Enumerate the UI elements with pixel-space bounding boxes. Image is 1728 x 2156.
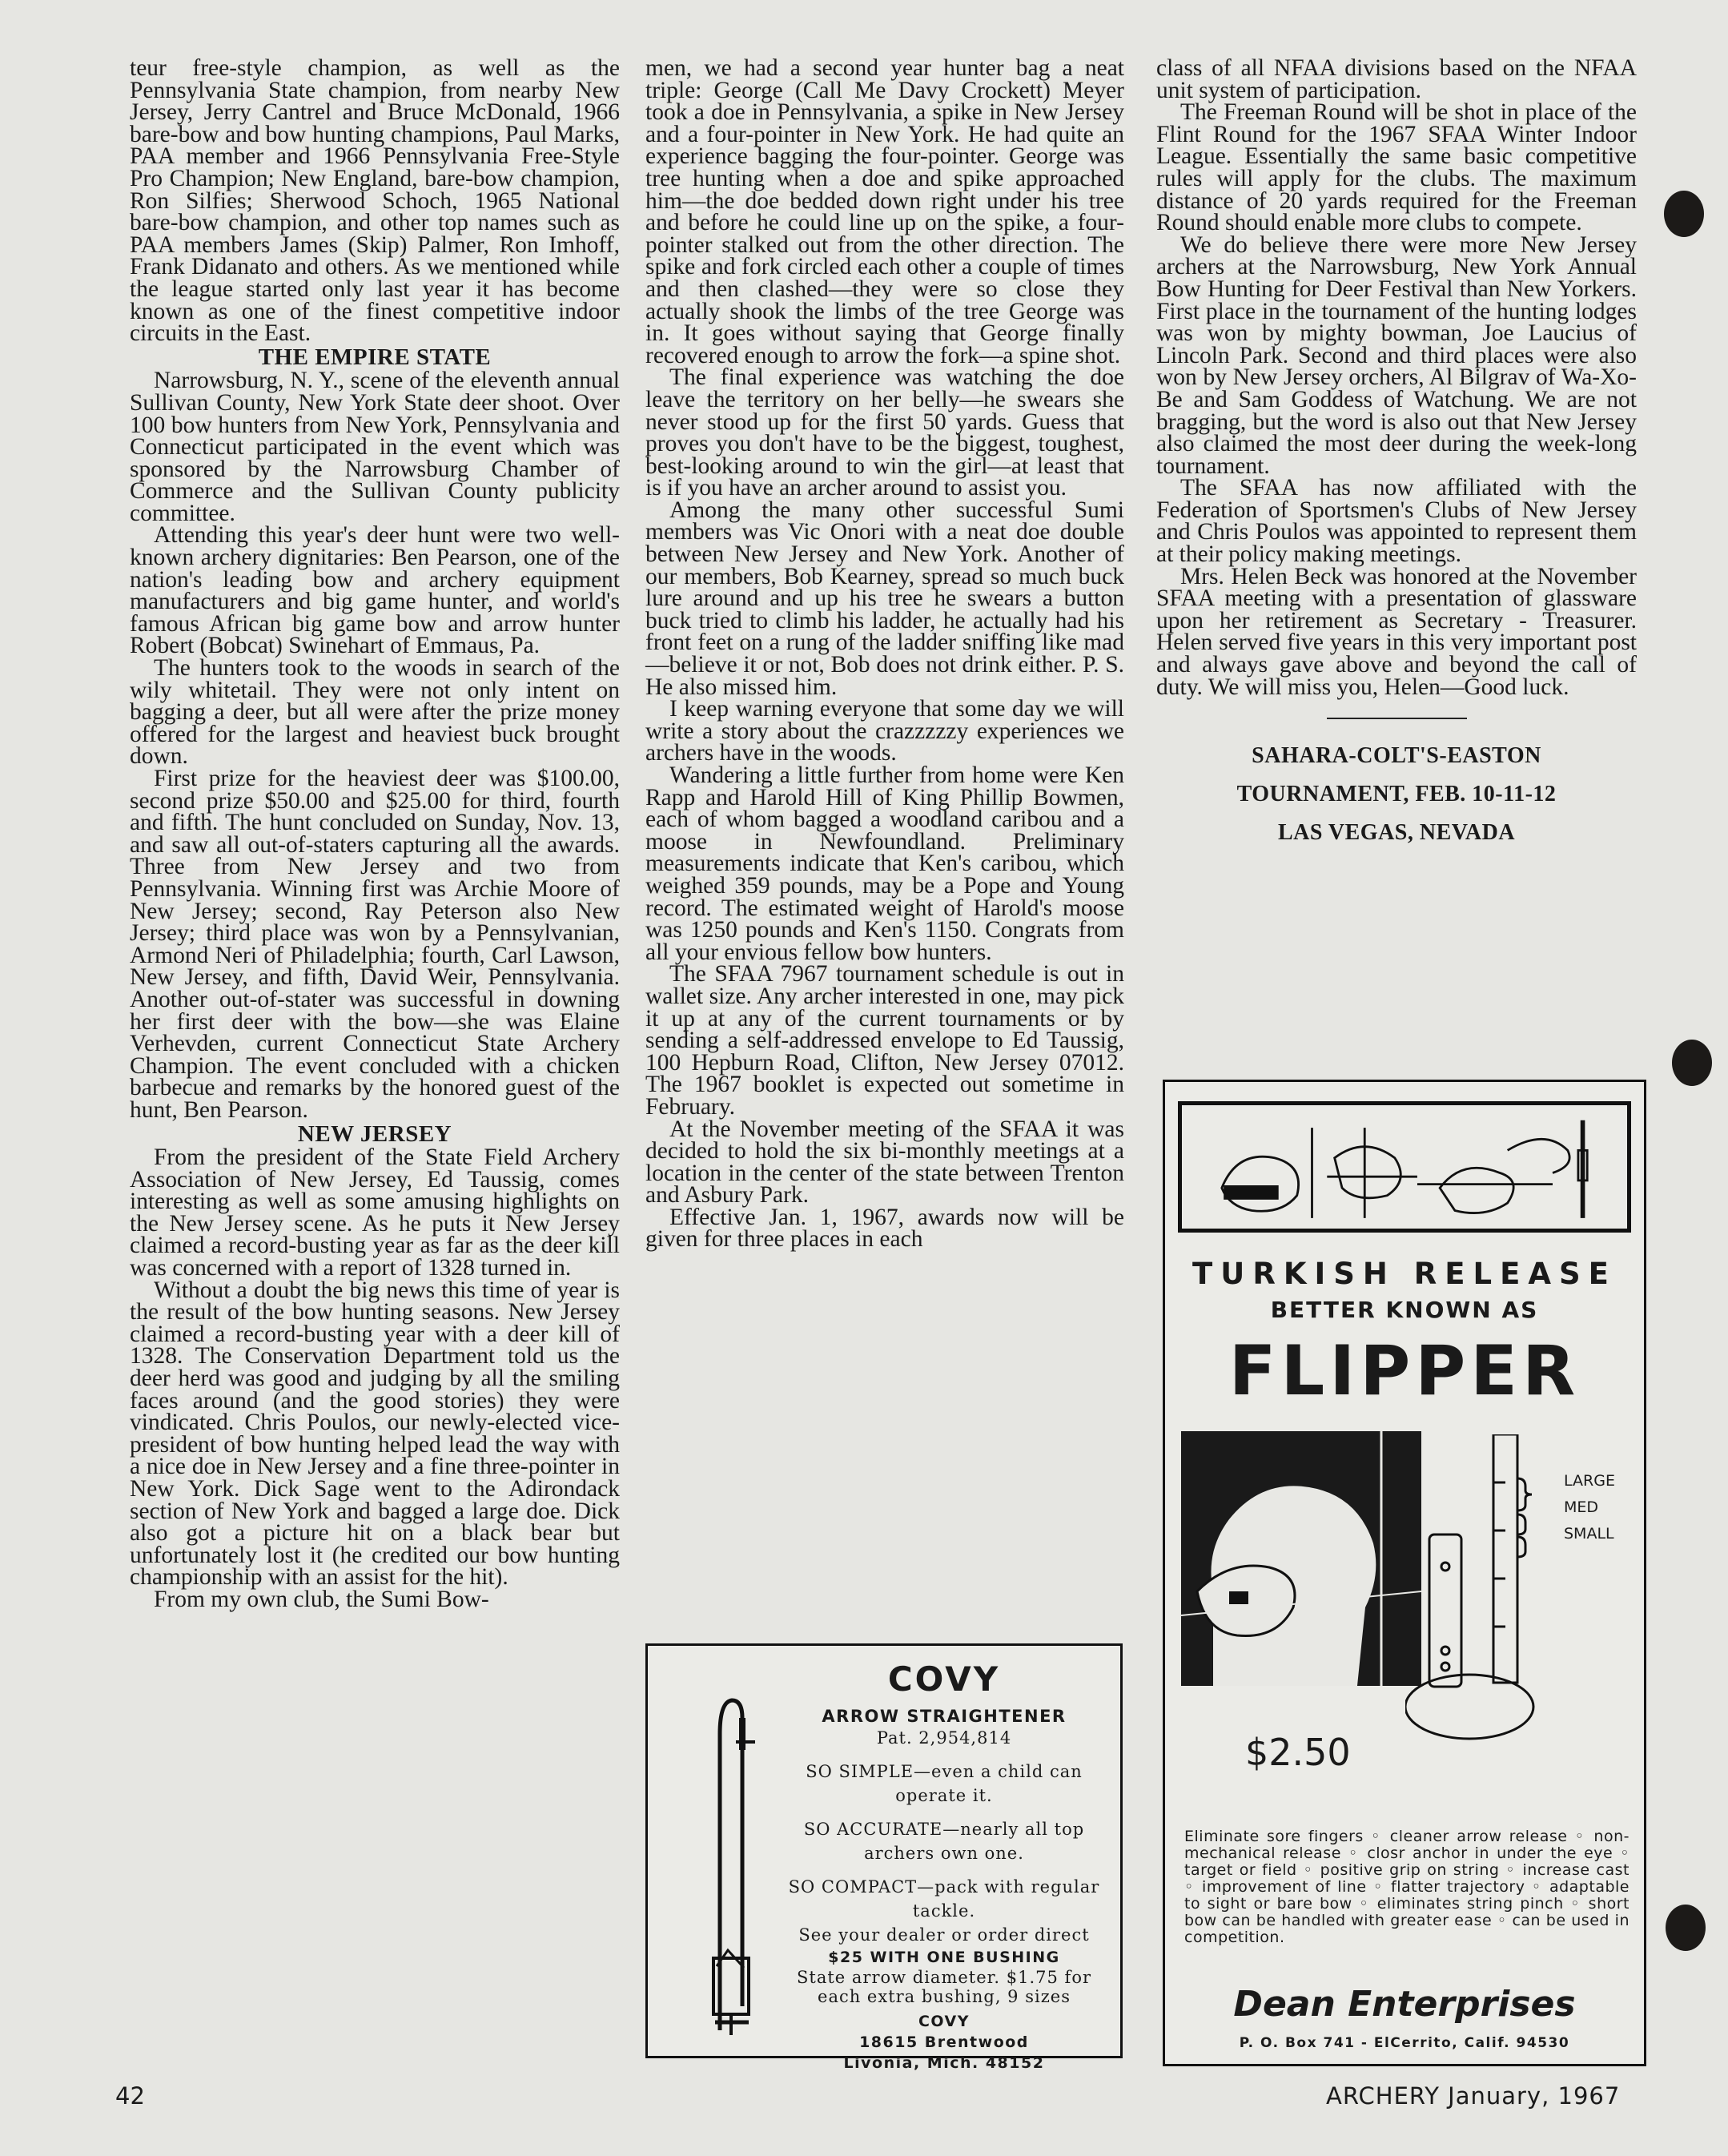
section-heading: NEW JERSEY (297, 1120, 452, 1147)
ad-note: State arrow diameter. $1.75 for each extra bushing, 9 sizes (797, 1968, 1091, 2006)
punch-hole (1672, 1040, 1712, 1086)
ad-headline: TURKISH RELEASE (1192, 1257, 1617, 1291)
covy-advertisement (645, 1643, 1123, 2072)
ad-description: Eliminate sore fingers ◦ cleaner arrow release ◦ non-mechanical release ◦ closr anchor in under the eye ◦ target or field ◦ positive grip on string ◦ increase cast ◦ improvement of line ◦ flatter trajectory ◦ adaptable to sight or bare bow ◦ eliminates string pinch ◦ short bow can be handled with greater ease ◦ can be used in competition. (1184, 1828, 1630, 1946)
divider (1327, 718, 1467, 719)
paragraph: Attending this year's deer hunt were two well-known archery dignitaries: Ben Pearson, one of the nation's leading bow and archery equipment manufacturers and big game hunter, and world's famous African big game bow and arrow hunter Robert (Bobcat) Swinehart of Emmaus, Pa. (130, 522, 620, 659)
ad-city: Livonia, Mich. 48152 (843, 2054, 1045, 2072)
hands-illustration (1178, 1101, 1631, 1233)
ad-order-line: See your dealer or order direct (798, 1925, 1090, 1945)
magazine-footer: ARCHERY January, 1967 (1326, 2082, 1621, 2110)
article-column-1 (130, 55, 620, 1612)
paragraph: Narrowsburg, N. Y., scene of the eleventh annual Sullivan County, New York State deer shoot. Over 100 bow hunters from New York, Pennsylvania and Connecticut participated in the event which was sponsored by the Narrowsburg Chamber of Commerce and the Sullivan County publicity committee. (130, 368, 620, 526)
ad-price: $2.50 (1245, 1731, 1351, 1774)
article-column-3 (1156, 55, 1637, 852)
paragraph: Without a doubt the big news this time of year is the result of the bow hunting seasons. New Jersey claimed a record-busting year with a deer kill of 1328. The Conservation Department told us the deer herd was good and judging by all the smiling faces around (and the good stories) they were vindicated. Chris Poulos, our newly-elected vice-president of bow hunting helped lead the way with a nice doe in New Jersey and a fine three-pointer in New York. Dick Sage went to the Adirondack section of New York and bagged a large doe. Dick also got a picture hit on a black bear but unfortunately lost it (he credited our bow hunting championship with an assist for the hit). (130, 1277, 620, 1591)
ad-street: 18615 Brentwood (859, 2033, 1029, 2051)
section-heading: THE EMPIRE STATE (258, 344, 492, 370)
ad-feature: SO ACCURATE—nearly all top archers own one. (803, 1820, 1085, 1863)
paragraph: class of all NFAA divisions based on the NFAA unit system of participation. (1156, 55, 1637, 103)
punch-hole (1666, 1905, 1706, 1951)
flipper-advertisement (1163, 1080, 1646, 2066)
paragraph: Effective Jan. 1, 1967, awards now will be given for three places in each (645, 1204, 1124, 1253)
paragraph: From the president of the State Field Archery Association of New Jersey, Ed Taussig, comes interesting as well as some amusing highlights on the New Jersey scene. As he puts it New Jersey claimed a record-busting year as far as the deer kill was concerned with a report of 1328 turned in. (130, 1144, 620, 1281)
size-small-label: SMALL (1564, 1525, 1614, 1543)
ad-company: COVY (918, 2013, 970, 2030)
ad-company: Dean Enterprises (1233, 1984, 1576, 2025)
page-number: 42 (115, 2082, 145, 2110)
ad-feature: SO SIMPLE—even a child can operate it. (806, 1762, 1083, 1805)
paragraph: The SFAA 7967 tournament schedule is out in wallet size. Any archer interested in one, may pick it up at any of the current tournaments or by sending a self-addressed envelope to Ed Taussig, 100 Hepburn Road, Clifton, New Jersey 07012. The 1967 booklet is expected out sometime in February. (645, 961, 1124, 1120)
paragraph: From my own club, the Sumi Bow- (154, 1586, 489, 1612)
ad-feature: SO COMPACT—pack with regular tackle. (788, 1877, 1100, 1921)
paragraph: The SFAA has now affiliated with the Federation of Sportsmen's Clubs of New Jersey and Chris Poulos was appointed to represent them at their policy making meetings. (1156, 475, 1637, 568)
tournament-notice-line: LAS VEGAS, NEVADA (1277, 820, 1516, 846)
paragraph: The hunters took to the woods in search of the wily whitetail. They were not only intent on bagging a deer, but all were after the prize money offered for the largest and heaviest buck brought down. (130, 655, 620, 770)
paragraph: Mrs. Helen Beck was honored at the November SFAA meeting with a presentation of glassware upon her retirement as Secretary - Treasurer. Helen served five years in this very important post and always gave above and beyond the call of duty. We will miss you, Helen—Good luck. (1156, 563, 1637, 700)
tournament-notice-line: SAHARA-COLT'S-EASTON (1252, 743, 1541, 769)
paragraph: We do believe there were more New Jersey archers at the Narrowsburg, New York Annual Bow Hunting for Deer Festival than New Yorkers. First place in the tournament of the hunting lodges was won by mighty bowman, Joe Laucius of Lincoln Park. Second and third places were also won by New Jersey orchers, Al Bilgrav of Wa-Xo-Be and Sam Goddess of Watchung. We are not bragging, but the word is also out that New Jersey also claimed the most deer during the week-long tournament. (1156, 231, 1637, 479)
paragraph: men, we had a second year hunter bag a neat triple: George (Call Me Davy Crockett) Meyer took a doe in Pennsylvania, a spike in New Jersey and a four-pointer in New York. He had quite an experience bagging the four-pointer. George was tree hunting when a doe and spike approached him—the doe bedded down right under his tree and before he could line up on the spike, a four-pointer stalked out from the other direction. The spike and fork circled each other a couple of times and then clashed—they were so close they actually shook the limbs of the tree George was in. It goes without saying that George finally recovered enough to arrow the fork—a spine shot. (645, 55, 1124, 368)
ad-patent: Pat. 2,954,814 (876, 1728, 1012, 1748)
tournament-notice-line: TOURNAMENT, FEB. 10-11-12 (1236, 782, 1557, 807)
paragraph: The Freeman Round will be shot in place of the Flint Round for the 1967 SFAA Winter Indoor League. Essentially the same basic competitive rules will apply for the clubs. The maximum distance of 20 yards required for the Freeman Round should enable more clubs to compete. (1156, 99, 1637, 236)
size-labels (1564, 1468, 1615, 1547)
archer-illustration (1181, 1431, 1421, 1686)
ad-address: P. O. Box 741 - ElCerrito, Calif. 94530 (1239, 2035, 1570, 2051)
article-column-2 (645, 55, 1124, 1253)
ad-subtitle: ARROW STRAIGHTENER (822, 1707, 1067, 1726)
ad-brand: FLIPPER (1228, 1331, 1581, 1411)
paragraph: I keep warning everyone that some day we will write a story about the crazzzzzy experiences we archers have in the woods. (645, 696, 1124, 766)
punch-hole (1664, 191, 1704, 237)
ad-price: $25 WITH ONE BUSHING (828, 1949, 1060, 1966)
size-med-label: MED (1564, 1498, 1599, 1516)
paragraph: The final experience was watching the doe leave the territory on her belly—he swears she never stood up for the first 50 yards. Guess that proves you don't have to be the biggest, toughest, best-looking around to win the girl—at least that is if you have an archer around to assist you. (645, 364, 1124, 501)
paragraph: Among the many other successful Sumi members was Vic Onori with a neat doe double between New Jersey and New York. Another of our members, Bob Kearney, spread so much buck lure around and up his tree he swears a button buck tried to climb his ladder, he actually had his front feet on a rung of the ladder sniffing like mad—believe it or not, Bob does not drink either. P. S. He also missed him. (645, 497, 1124, 700)
ad-subheadline: BETTER KNOWN AS (1270, 1297, 1539, 1323)
size-large-label: LARGE (1564, 1472, 1615, 1490)
paragraph: Wandering a little further from home were Ken Rapp and Harold Hill of King Phillip Bowmen, each of whom bagged a woodland caribou and a moose in Newfoundland. Preliminary measurements indicate that Ken's caribou, which weighed 359 pounds, may be a Pope and Young record. The estimated weight of Harold's moose was 1250 pounds and Ken's 1150. Congrats from all your envious fellow bow hunters. (645, 762, 1124, 965)
arrow-straightener-illustration (696, 1686, 768, 2038)
ad-title: COVY (887, 1659, 1001, 1699)
paragraph: At the November meeting of the SFAA it was decided to hold the six bi-monthly meetings at a location in the center of the state between Trenton and Asbury Park. (645, 1116, 1124, 1209)
paragraph: teur free-style champion, as well as the Pennsylvania State champion, from nearby New Jersey, Jerry Cantrel and Bruce McDonald, 1966 bare-bow and bow hunting champions, Paul Marks, PAA member and 1966 Pennsylvania Free-Style Pro Champion; New England, bare-bow champion, Ron Silfies; Sherwood Schoch, 1965 National bare-bow champion, and other top names such as PAA members James (Skip) Palmer, Ron Imhoff, Frank Didanato and others. As we mentioned while the league started only last year it has become known as one of the finest competitive indoor circuits in the East. (130, 55, 620, 347)
paragraph: First prize for the heaviest deer was $100.00, second prize $50.00 and $25.00 for third, fourth and fifth. The hunt concluded on Sunday, Nov. 13, and saw all out-of-staters capturing all the awards. Three from New Jersey and two from Pennsylvania. Winning first was Archie Moore of New Jersey; second, Ray Peterson also New Jersey; third place was won by a Pennsylvanian, Armond Neri of Philadelphia; fourth, Carl Lawson, New Jersey, and fifth, David Weir, Pennsylvania. Another out-of-stater was successful in downing her first deer with the bow—she was Elaine Verhevden, current Connecticut State Archery Champion. The event concluded with a chicken barbecue and remarks by the honored guest of the hunt, Ben Pearson. (130, 766, 620, 1123)
